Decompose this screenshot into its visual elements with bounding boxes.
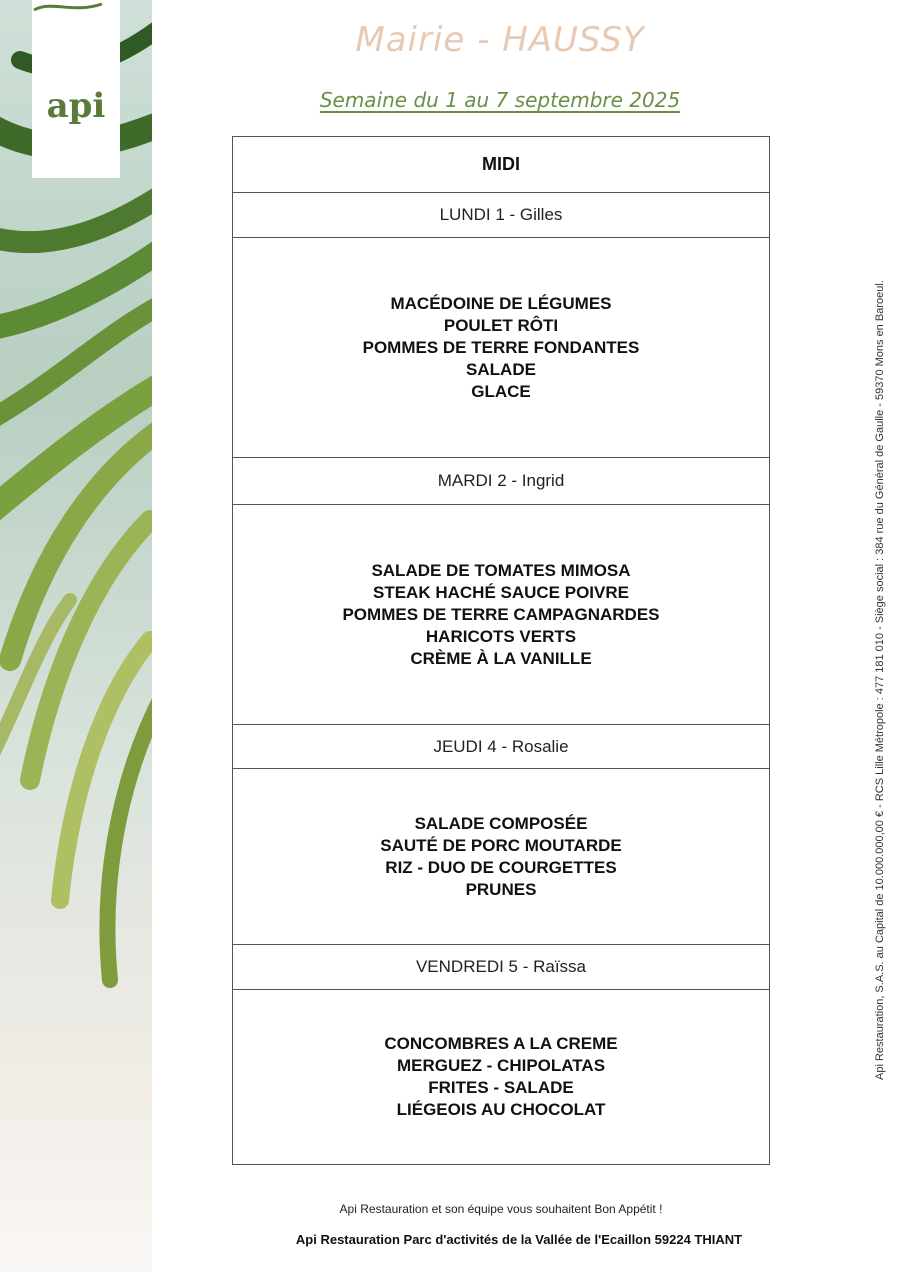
dish: RIZ - DUO DE COURGETTES	[385, 857, 617, 877]
dish: PRUNES	[465, 879, 537, 899]
dish: SALADE COMPOSÉE	[414, 813, 588, 833]
dish: POMMES DE TERRE CAMPAGNARDES	[342, 604, 660, 624]
dish: POULET RÔTI	[443, 315, 559, 335]
day-header-monday: LUNDI 1 - Gilles	[233, 193, 769, 238]
dish: HARICOTS VERTS	[425, 626, 577, 646]
dishes-monday	[233, 238, 769, 458]
footer-address: Api Restauration Parc d'activités de la Vallée de l'Ecaillon 59224 THIANT	[295, 1232, 743, 1247]
palm-leaf-decoration	[0, 0, 152, 1272]
menu-heading: MIDI	[233, 137, 769, 193]
dishes-thursday	[233, 769, 769, 945]
day-header-tuesday: MARDI 2 - Ingrid	[233, 458, 769, 505]
dish: SAUTÉ DE PORC MOUTARDE	[380, 835, 622, 855]
dishes-friday	[233, 990, 769, 1164]
page-title: Mairie - HAUSSY	[355, 20, 645, 60]
dish: MERGUEZ - CHIPOLATAS	[396, 1056, 606, 1075]
dish: CRÈME À LA VANILLE	[410, 648, 592, 668]
menu-table	[232, 136, 770, 1165]
dish: SALADE	[466, 359, 536, 379]
dish: MACÉDOINE DE LÉGUMES	[390, 293, 612, 313]
dish: POMMES DE TERRE FONDANTES	[362, 337, 640, 357]
dishes-tuesday	[233, 505, 769, 725]
logo-text: api	[46, 86, 106, 126]
week-subtitle: Semaine du 1 au 7 septembre 2025	[319, 88, 681, 112]
dish: STEAK HACHÉ SAUCE POIVRE	[373, 582, 629, 602]
dish: CONCOMBRES A LA CREME	[384, 1034, 618, 1053]
footer-greeting: Api Restauration et son équipe vous souhaitent Bon Appétit !	[339, 1202, 663, 1216]
palm-leaves-image	[0, 0, 152, 1272]
day-header-thursday: JEUDI 4 - Rosalie	[233, 725, 769, 769]
dish: FRITES - SALADE	[428, 1078, 574, 1097]
api-logo	[32, 0, 120, 178]
dish: LIÉGEOIS AU CHOCOLAT	[396, 1100, 606, 1119]
dish: GLACE	[471, 381, 531, 401]
dish: SALADE DE TOMATES MIMOSA	[371, 560, 631, 580]
logo-wave-icon	[32, 0, 104, 14]
legal-note: Api Restauration, S.A.S. au Capital de 10.000.000,00 € - RCS Lille Métropole : 477 181 010 - Siège social : 384 rue du Général de Gaulle - 59370 Mons en Baroeul.	[874, 280, 886, 1080]
day-header-friday: VENDREDI 5 - Raïssa	[233, 945, 769, 990]
